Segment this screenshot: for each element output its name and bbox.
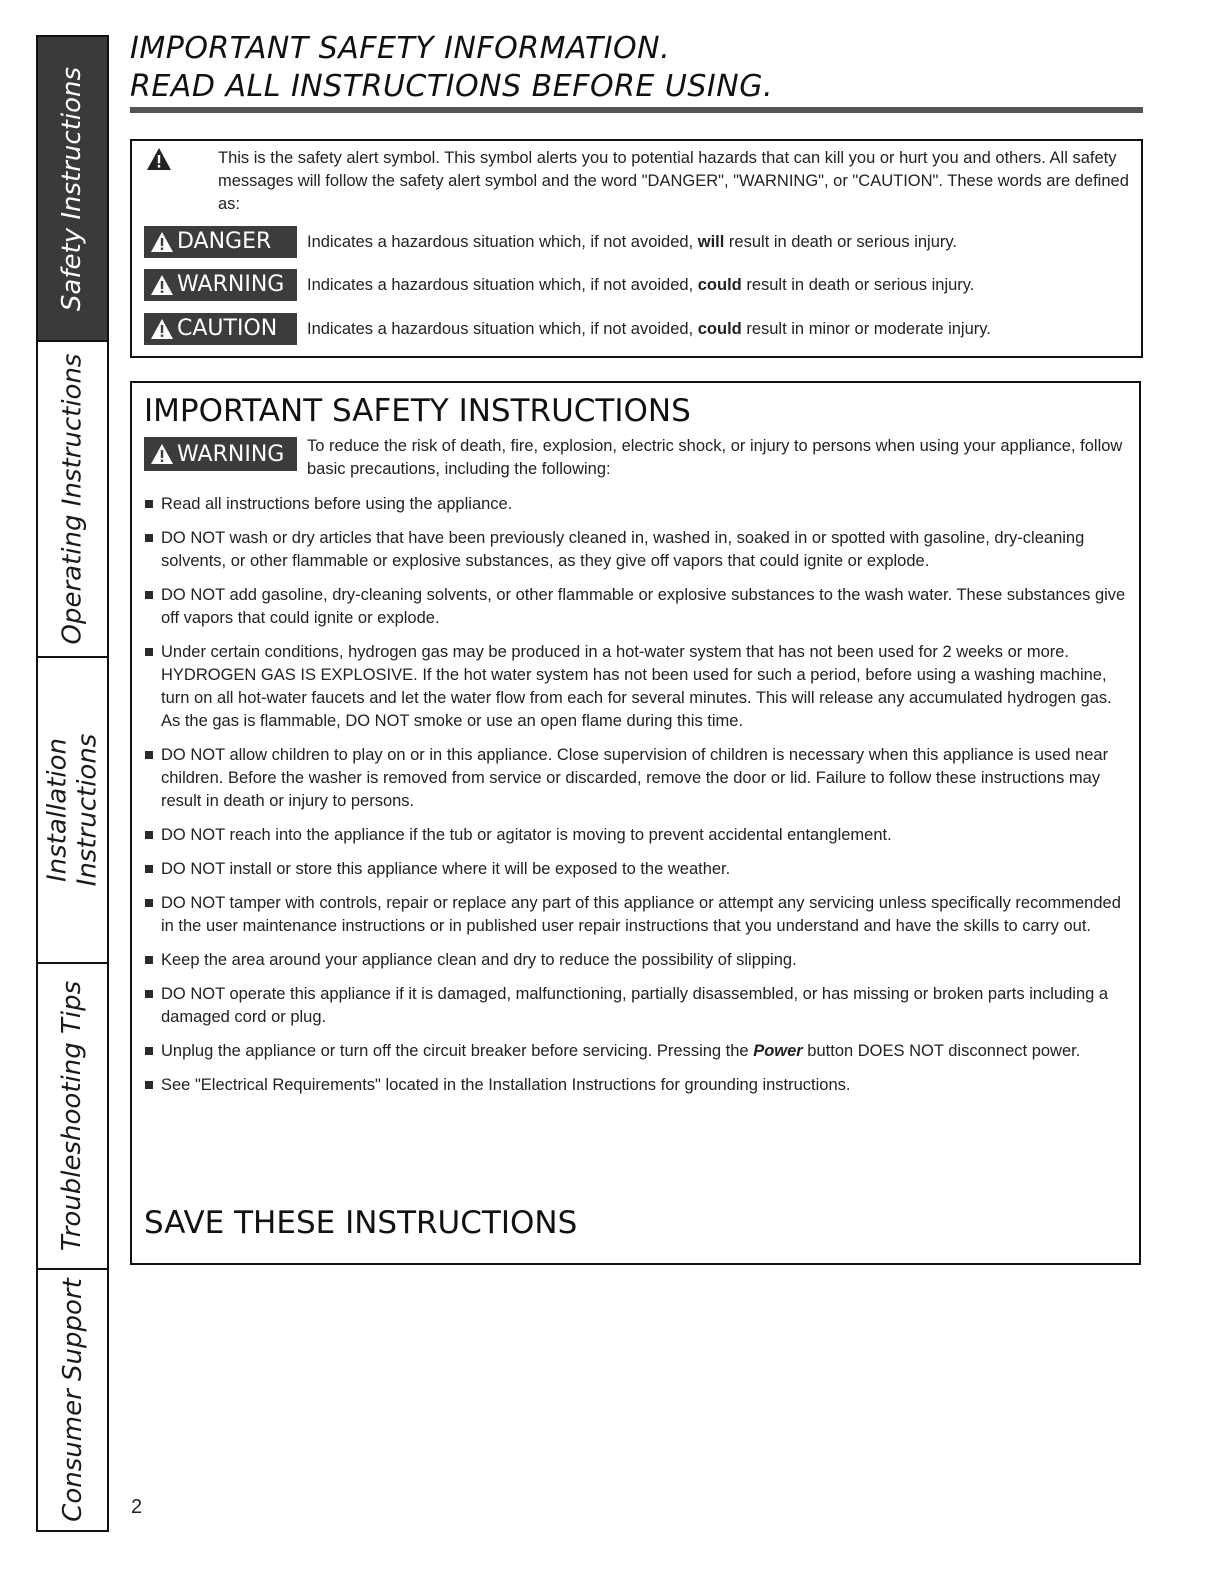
tab-consumer-support[interactable] <box>38 1270 107 1530</box>
desc-pre: Indicates a hazardous situation which, if not avoided, <box>307 276 698 294</box>
danger-description <box>307 230 1127 254</box>
warning-label-text: WARNING <box>177 272 285 297</box>
list-item <box>144 892 1134 938</box>
list-item-text: See "Electrical Requirements" located in the Installation Instructions for grounding instructions. <box>161 1076 851 1094</box>
safety-alert-box <box>130 139 1143 358</box>
warning-triangle-icon <box>150 274 174 296</box>
list-item-text: DO NOT add gasoline, dry-cleaning solvents, or other flammable or explosive substances to the wash water. These substances give off vapors that could ignite or explode. <box>161 586 1126 627</box>
list-item-text: DO NOT allow children to play on or in this appliance. Close supervision of children is necessary when this appliance is used near children. Before the washer is removed from service or discarded, remove the door or lid. Failure to follow these instructions may result in death or injury to persons. <box>161 746 1109 810</box>
danger-label <box>144 226 297 258</box>
alert-intro-text: This is the safety alert symbol. This symbol alerts you to potential hazards that can kill you or hurt you and others. All safety messages will follow the safety alert symbol and the word "DANGER", "WARNING", or "CAUTION". These words are defined as: <box>218 149 1129 213</box>
tab-label-line: Instructions <box>72 733 103 887</box>
danger-label-text: DANGER <box>177 229 272 254</box>
warning-label <box>144 269 297 301</box>
list-item <box>144 527 1134 573</box>
list-item-text: Keep the area around your appliance clean and dry to reduce the possibility of slipping. <box>161 951 797 969</box>
bullet-icon <box>145 990 153 998</box>
safety-alert-icon <box>146 147 172 171</box>
desc-post: result in minor or moderate injury. <box>741 320 991 338</box>
list-item-text: button DOES NOT disconnect power. <box>802 1042 1081 1060</box>
section-heading: IMPORTANT SAFETY INSTRUCTIONS <box>144 393 691 429</box>
tab-label: Operating Instructions <box>57 353 88 645</box>
tab-label <box>43 734 103 887</box>
list-item-text: DO NOT wash or dry articles that have been previously cleaned in, washed in, soaked in or spotted with gasoline, dry-cleaning solvents, or other flammable or explosive substances, as they give off vapors that could ignite or explode. <box>161 529 1085 570</box>
desc-pre: Indicates a hazardous situation which, if not avoided, <box>307 320 698 338</box>
list-item-text: Unplug the appliance or turn off the circuit breaker before servicing. Pressing the <box>161 1042 754 1060</box>
warning-triangle-icon <box>150 318 174 340</box>
caution-label <box>144 313 297 345</box>
caution-label-text: CAUTION <box>177 316 278 341</box>
warning-triangle-icon <box>150 443 174 465</box>
desc-post: result in death or serious injury. <box>741 276 975 294</box>
bullet-icon <box>145 500 153 508</box>
list-item <box>144 824 1134 847</box>
list-item-text: DO NOT install or store this appliance where it will be exposed to the weather. <box>161 860 731 878</box>
list-item-text: Read all instructions before using the appliance. <box>161 495 513 513</box>
warning-text: To reduce the risk of death, fire, explosion, electric shock, or injury to persons when using your appliance, follow basic precautions, including the following: <box>307 437 1123 478</box>
list-item <box>144 744 1134 813</box>
safety-instructions-box <box>130 381 1141 1265</box>
save-instructions-heading: SAVE THESE INSTRUCTIONS <box>144 1205 578 1241</box>
tab-operating-instructions[interactable] <box>38 342 107 658</box>
tab-label: Troubleshooting Tips <box>57 980 88 1252</box>
warning-description <box>307 273 1127 297</box>
list-item <box>144 584 1134 630</box>
power-button-name: Power <box>753 1042 803 1060</box>
caution-description <box>307 317 1127 341</box>
bullet-icon <box>145 648 153 656</box>
list-item <box>144 858 1134 881</box>
signal-row-caution <box>144 313 1134 345</box>
title-rule <box>130 107 1143 113</box>
list-item-text: DO NOT reach into the appliance if the tub or agitator is moving to prevent accidental entanglement. <box>161 826 892 844</box>
bullet-icon <box>145 899 153 907</box>
title-line-2: READ ALL INSTRUCTIONS BEFORE USING. <box>130 69 773 104</box>
bullet-icon <box>145 831 153 839</box>
bullet-icon <box>145 865 153 873</box>
title-line-1: IMPORTANT SAFETY INFORMATION. <box>130 31 671 66</box>
bullet-icon <box>145 751 153 759</box>
tab-label: Consumer Support <box>57 1278 88 1522</box>
signal-row-danger <box>144 226 1134 258</box>
bullet-icon <box>145 1047 153 1055</box>
page-title <box>130 30 773 106</box>
warning-label <box>144 437 297 471</box>
signal-row-warning <box>144 269 1134 301</box>
bullet-icon <box>145 956 153 964</box>
warning-label-text: WARNING <box>177 441 285 467</box>
desc-bold: could <box>697 320 742 338</box>
page-number: 2 <box>131 1496 143 1518</box>
tab-safety-instructions[interactable] <box>38 37 107 342</box>
side-tab-bar <box>36 35 109 1532</box>
instruction-list <box>144 493 1134 1108</box>
list-item-text: DO NOT operate this appliance if it is damaged, malfunctioning, partially disassembled, or has missing or broken parts including a damaged cord or plug. <box>161 985 1109 1026</box>
desc-pre: Indicates a hazardous situation which, if not avoided, <box>307 233 698 251</box>
tab-label: Safety Instructions <box>57 66 88 311</box>
tab-troubleshooting-tips[interactable] <box>38 964 107 1270</box>
list-item <box>144 493 1134 516</box>
desc-bold: could <box>697 276 742 294</box>
tab-label-line: Installation <box>42 737 73 883</box>
list-item-text: DO NOT tamper with controls, repair or replace any part of this appliance or attempt any servicing unless specifically recommended in the user maintenance instructions or in published user repair instructions that you understand and have the skills to carry out. <box>161 894 1121 935</box>
list-item <box>144 983 1134 1029</box>
list-item <box>144 641 1134 733</box>
list-item <box>144 1040 1134 1063</box>
list-item <box>144 1074 1134 1097</box>
warning-triangle-icon <box>150 231 174 253</box>
tab-installation-instructions[interactable] <box>38 658 107 964</box>
list-item <box>144 949 1134 972</box>
bullet-icon <box>145 591 153 599</box>
desc-bold: will <box>697 233 725 251</box>
bullet-icon <box>145 534 153 542</box>
desc-post: result in death or serious injury. <box>724 233 957 251</box>
bullet-icon <box>145 1081 153 1089</box>
list-item-text: Under certain conditions, hydrogen gas may be produced in a hot-water system that has not been used for 2 weeks or more. HYDROGEN GAS IS EXPLOSIVE. If the hot water system has not been used for such a period, before using a washing machine, turn on all hot-water faucets and let the water flow from each for several minutes. This will release any accumulated hydrogen gas. As the gas is flammable, DO NOT smoke or use an open flame during this time. <box>161 643 1112 730</box>
